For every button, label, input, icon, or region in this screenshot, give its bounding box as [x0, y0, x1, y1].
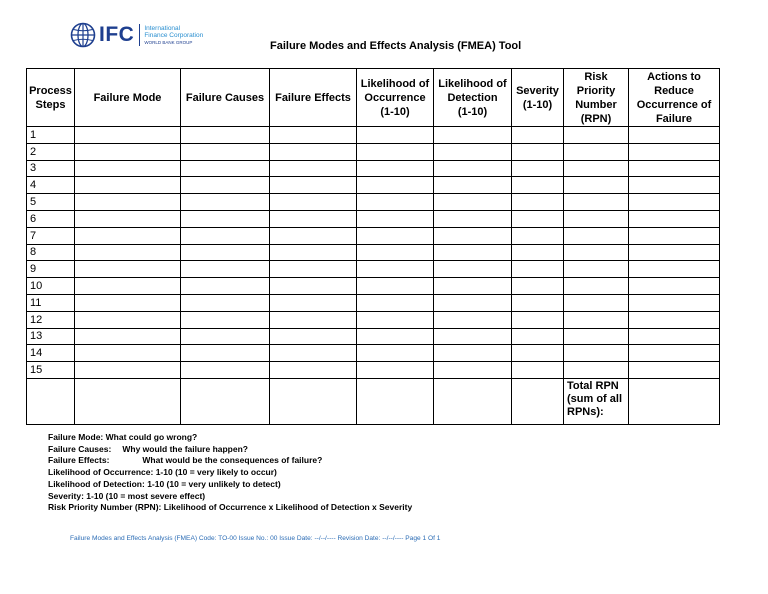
input-cell-likelihood-detection[interactable]: [434, 278, 512, 295]
input-cell-failure-mode[interactable]: [75, 194, 181, 211]
input-cell-actions-reduce[interactable]: [629, 177, 720, 194]
input-cell-severity[interactable]: [512, 278, 564, 295]
input-cell-failure-causes[interactable]: [181, 328, 270, 345]
legend: [48, 432, 412, 514]
input-cell-failure-effects[interactable]: [270, 127, 357, 144]
input-cell-likelihood-occurrence[interactable]: [357, 194, 434, 211]
input-cell-likelihood-occurrence[interactable]: [357, 328, 434, 345]
legend-label: Severity:: [48, 490, 84, 501]
input-cell-likelihood-occurrence[interactable]: [357, 177, 434, 194]
step-number-cell: 15: [27, 362, 75, 379]
input-cell-severity[interactable]: [512, 227, 564, 244]
legend-text: What could go wrong?: [105, 432, 198, 442]
input-cell-failure-mode[interactable]: [75, 244, 181, 261]
input-cell-likelihood-occurrence[interactable]: [357, 278, 434, 295]
step-number-cell: 4: [27, 177, 75, 194]
input-cell-actions-reduce[interactable]: [629, 143, 720, 160]
input-cell-severity[interactable]: [512, 345, 564, 362]
input-cell-failure-effects[interactable]: [270, 194, 357, 211]
legend-item: [48, 479, 412, 491]
table-row: [27, 160, 720, 177]
legend-label: Failure Causes:: [48, 443, 112, 454]
table-row: [27, 261, 720, 278]
input-cell-failure-mode[interactable]: [75, 294, 181, 311]
total-row-cell: [270, 378, 357, 424]
input-cell-failure-causes[interactable]: [181, 244, 270, 261]
input-cell-actions-reduce[interactable]: [629, 244, 720, 261]
input-cell-likelihood-occurrence[interactable]: [357, 311, 434, 328]
header-line: Risk: [584, 70, 608, 83]
input-cell-likelihood-occurrence[interactable]: [357, 127, 434, 144]
ifc-wordmark: IFC: [99, 23, 135, 46]
input-cell-severity[interactable]: [512, 127, 564, 144]
input-cell-rpn[interactable]: [564, 362, 629, 379]
input-cell-actions-reduce[interactable]: [629, 160, 720, 177]
input-cell-failure-effects[interactable]: [270, 227, 357, 244]
table-row: [27, 244, 720, 261]
input-cell-failure-causes[interactable]: [181, 210, 270, 227]
input-cell-likelihood-detection[interactable]: [434, 345, 512, 362]
input-cell-likelihood-occurrence[interactable]: [357, 244, 434, 261]
step-number-cell: 8: [27, 244, 75, 261]
header-line: Likelihood of: [360, 77, 430, 90]
input-cell-failure-mode[interactable]: [75, 328, 181, 345]
input-cell-severity[interactable]: [512, 210, 564, 227]
input-cell-failure-effects[interactable]: [270, 160, 357, 177]
header-line: Occurrence: [364, 91, 426, 104]
input-cell-failure-effects[interactable]: [270, 177, 357, 194]
total-rpn-value-cell[interactable]: [629, 378, 720, 424]
input-cell-failure-mode[interactable]: [75, 143, 181, 160]
input-cell-rpn[interactable]: [564, 177, 629, 194]
input-cell-likelihood-detection[interactable]: [434, 311, 512, 328]
total-label-line: Total RPN: [567, 379, 619, 392]
header-line: (1-10): [457, 105, 488, 118]
input-cell-failure-mode[interactable]: [75, 210, 181, 227]
header-line: Likelihood of: [438, 77, 507, 90]
step-number-cell: 14: [27, 345, 75, 362]
legend-text: What would be the consequences of failure?: [142, 455, 323, 466]
header-failure-effects: [270, 69, 357, 127]
table-row: [27, 278, 720, 295]
input-cell-actions-reduce[interactable]: [629, 362, 720, 379]
header-line: (RPN): [580, 112, 612, 125]
input-cell-actions-reduce[interactable]: [629, 210, 720, 227]
legend-label: Risk Priority Number (RPN):: [48, 502, 162, 513]
input-cell-rpn[interactable]: [564, 328, 629, 345]
legend-item: [48, 432, 412, 444]
table-row: [27, 143, 720, 160]
input-cell-failure-mode[interactable]: [75, 127, 181, 144]
input-cell-actions-reduce[interactable]: [629, 328, 720, 345]
input-cell-severity[interactable]: [512, 160, 564, 177]
header-line: Priority: [576, 84, 616, 97]
input-cell-likelihood-detection[interactable]: [434, 210, 512, 227]
input-cell-rpn[interactable]: [564, 194, 629, 211]
table-row: [27, 345, 720, 362]
input-cell-actions-reduce[interactable]: [629, 261, 720, 278]
input-cell-likelihood-occurrence[interactable]: [357, 261, 434, 278]
input-cell-actions-reduce[interactable]: [629, 127, 720, 144]
step-number-cell: 11: [27, 294, 75, 311]
table-row: [27, 210, 720, 227]
input-cell-failure-causes[interactable]: [181, 278, 270, 295]
total-rpn-label: [564, 378, 629, 424]
input-cell-failure-mode[interactable]: [75, 345, 181, 362]
input-cell-likelihood-occurrence[interactable]: [357, 143, 434, 160]
input-cell-actions-reduce[interactable]: [629, 311, 720, 328]
fmea-table: [26, 68, 720, 425]
input-cell-failure-causes[interactable]: [181, 194, 270, 211]
header-process-steps: [27, 69, 75, 127]
table-row: [27, 194, 720, 211]
input-cell-rpn[interactable]: [564, 160, 629, 177]
input-cell-failure-causes[interactable]: [181, 294, 270, 311]
step-number-cell: 7: [27, 227, 75, 244]
step-number-cell: 1: [27, 127, 75, 144]
input-cell-likelihood-detection[interactable]: [434, 362, 512, 379]
legend-item: [48, 491, 412, 503]
header-line: Occurrence of: [636, 98, 712, 111]
step-number-cell: 3: [27, 160, 75, 177]
input-cell-failure-causes[interactable]: [181, 160, 270, 177]
input-cell-actions-reduce[interactable]: [629, 345, 720, 362]
header-line: Reduce: [654, 84, 694, 97]
input-cell-failure-mode[interactable]: [75, 261, 181, 278]
input-cell-severity[interactable]: [512, 311, 564, 328]
header-severity: [512, 69, 564, 127]
step-number-cell: 2: [27, 143, 75, 160]
legend-item: [48, 444, 412, 456]
input-cell-likelihood-detection[interactable]: [434, 227, 512, 244]
total-row-cell: [75, 378, 181, 424]
input-cell-likelihood-detection[interactable]: [434, 294, 512, 311]
input-cell-likelihood-occurrence[interactable]: [357, 227, 434, 244]
input-cell-likelihood-detection[interactable]: [434, 160, 512, 177]
header-line: (1-10): [522, 98, 553, 111]
input-cell-failure-effects[interactable]: [270, 345, 357, 362]
input-cell-likelihood-detection[interactable]: [434, 261, 512, 278]
legend-item: [48, 467, 412, 479]
input-cell-failure-effects[interactable]: [270, 244, 357, 261]
input-cell-actions-reduce[interactable]: [629, 278, 720, 295]
ifc-logo: [70, 22, 203, 48]
total-label-line: RPNs):: [567, 405, 604, 418]
total-row: [27, 378, 720, 424]
legend-text: Likelihood of Occurrence x Likelihood of Detection x Severity: [163, 502, 413, 513]
step-number-cell: 12: [27, 311, 75, 328]
input-cell-actions-reduce[interactable]: [629, 294, 720, 311]
header-line: Steps: [35, 98, 66, 111]
input-cell-severity[interactable]: [512, 143, 564, 160]
table-body: [27, 127, 720, 425]
input-cell-rpn[interactable]: [564, 294, 629, 311]
input-cell-rpn[interactable]: [564, 311, 629, 328]
input-cell-likelihood-detection[interactable]: [434, 143, 512, 160]
input-cell-failure-causes[interactable]: [181, 127, 270, 144]
input-cell-failure-effects[interactable]: [270, 143, 357, 160]
input-cell-severity[interactable]: [512, 328, 564, 345]
input-cell-likelihood-occurrence[interactable]: [357, 210, 434, 227]
input-cell-rpn[interactable]: [564, 127, 629, 144]
header-line: Detection: [447, 91, 498, 104]
input-cell-failure-causes[interactable]: [181, 311, 270, 328]
input-cell-failure-effects[interactable]: [270, 311, 357, 328]
table-row: [27, 227, 720, 244]
header-actions-reduce: [629, 69, 720, 127]
input-cell-rpn[interactable]: [564, 210, 629, 227]
input-cell-rpn[interactable]: [564, 143, 629, 160]
step-number-cell: 13: [27, 328, 75, 345]
table-row: [27, 362, 720, 379]
input-cell-likelihood-detection[interactable]: [434, 328, 512, 345]
input-cell-failure-effects[interactable]: [270, 294, 357, 311]
input-cell-failure-causes[interactable]: [181, 143, 270, 160]
input-cell-failure-mode[interactable]: [75, 177, 181, 194]
input-cell-rpn[interactable]: [564, 227, 629, 244]
header-line: Failure Effects: [275, 91, 351, 104]
legend-text: Why would the failure happen?: [122, 443, 248, 454]
input-cell-likelihood-detection[interactable]: [434, 177, 512, 194]
logo-line-2: Finance Corporation: [144, 32, 204, 39]
legend-label: Likelihood of Detection:: [48, 478, 145, 489]
input-cell-likelihood-detection[interactable]: [434, 194, 512, 211]
input-cell-failure-effects[interactable]: [270, 362, 357, 379]
step-number-cell: 6: [27, 210, 75, 227]
header-likelihood-detection: [434, 69, 512, 127]
input-cell-severity[interactable]: [512, 294, 564, 311]
logo-divider: [139, 24, 140, 46]
input-cell-likelihood-occurrence[interactable]: [357, 294, 434, 311]
input-cell-failure-mode[interactable]: [75, 278, 181, 295]
header-failure-mode: [75, 69, 181, 127]
input-cell-rpn[interactable]: [564, 345, 629, 362]
input-cell-severity[interactable]: [512, 194, 564, 211]
input-cell-failure-mode[interactable]: [75, 362, 181, 379]
input-cell-failure-causes[interactable]: [181, 345, 270, 362]
total-row-cell: [434, 378, 512, 424]
header-line: Number: [575, 98, 617, 111]
input-cell-failure-causes[interactable]: [181, 362, 270, 379]
table-header-row: [27, 69, 720, 127]
header-line: (1-10): [380, 105, 410, 118]
header-failure-causes: [181, 69, 270, 127]
legend-text: 1-10 (10 = most severe effect): [86, 490, 206, 501]
input-cell-likelihood-occurrence[interactable]: [357, 345, 434, 362]
input-cell-likelihood-occurrence[interactable]: [357, 160, 434, 177]
total-row-cell: [27, 378, 75, 424]
input-cell-rpn[interactable]: [564, 244, 629, 261]
input-cell-rpn[interactable]: [564, 278, 629, 295]
legend-text: 1-10 (10 = very likely to occur): [155, 467, 277, 478]
table-row: [27, 328, 720, 345]
legend-label: Likelihood of Occurrence:: [48, 467, 154, 478]
input-cell-severity[interactable]: [512, 362, 564, 379]
input-cell-failure-causes[interactable]: [181, 177, 270, 194]
input-cell-failure-effects[interactable]: [270, 261, 357, 278]
table-row: [27, 127, 720, 144]
table-row: [27, 177, 720, 194]
input-cell-severity[interactable]: [512, 177, 564, 194]
header-line: Failure Mode: [93, 91, 162, 104]
input-cell-failure-effects[interactable]: [270, 328, 357, 345]
input-cell-failure-causes[interactable]: [181, 261, 270, 278]
step-number-cell: 9: [27, 261, 75, 278]
input-cell-failure-mode[interactable]: [75, 160, 181, 177]
footer: Failure Modes and Effects Analysis (FMEA) Code: TO-00 Issue No.: 00 Issue Date: --/--/---- Revision Date: --/--/---- Page 1 Of 1: [70, 535, 441, 542]
input-cell-failure-mode[interactable]: [75, 311, 181, 328]
input-cell-actions-reduce[interactable]: [629, 194, 720, 211]
legend-item: [48, 455, 412, 467]
header-rpn: [564, 69, 629, 127]
header-line: Process: [29, 84, 72, 97]
header-line: Severity: [516, 84, 559, 97]
input-cell-failure-effects[interactable]: [270, 210, 357, 227]
legend-label: Failure Mode:: [48, 432, 104, 442]
page-title: Failure Modes and Effects Analysis (FMEA) Tool: [270, 40, 522, 52]
header-line: Actions to: [647, 70, 701, 83]
total-label-line: (sum of all: [567, 392, 623, 405]
input-cell-failure-causes[interactable]: [181, 227, 270, 244]
input-cell-failure-effects[interactable]: [270, 278, 357, 295]
input-cell-failure-mode[interactable]: [75, 227, 181, 244]
input-cell-rpn[interactable]: [564, 261, 629, 278]
logo-line-3: WORLD BANK GROUP: [144, 39, 193, 45]
total-row-cell: [181, 378, 270, 424]
logo-text: [144, 25, 203, 46]
input-cell-likelihood-occurrence[interactable]: [357, 362, 434, 379]
input-cell-likelihood-detection[interactable]: [434, 244, 512, 261]
table-row: [27, 311, 720, 328]
header-likelihood-occurrence: [357, 69, 434, 127]
legend-label: Failure Effects:: [48, 455, 110, 466]
legend-text: 1-10 (10 = very unlikely to detect): [147, 478, 281, 489]
legend-item: [48, 502, 412, 514]
total-row-cell: [357, 378, 434, 424]
input-cell-severity[interactable]: [512, 244, 564, 261]
input-cell-severity[interactable]: [512, 261, 564, 278]
step-number-cell: 10: [27, 278, 75, 295]
header-line: Failure: [655, 112, 693, 125]
table-row: [27, 294, 720, 311]
globe-icon: [70, 22, 96, 48]
logo-line-1: International: [144, 24, 181, 32]
step-number-cell: 5: [27, 194, 75, 211]
header-line: Failure Causes: [185, 91, 265, 104]
total-row-cell: [512, 378, 564, 424]
input-cell-likelihood-detection[interactable]: [434, 127, 512, 144]
input-cell-actions-reduce[interactable]: [629, 227, 720, 244]
